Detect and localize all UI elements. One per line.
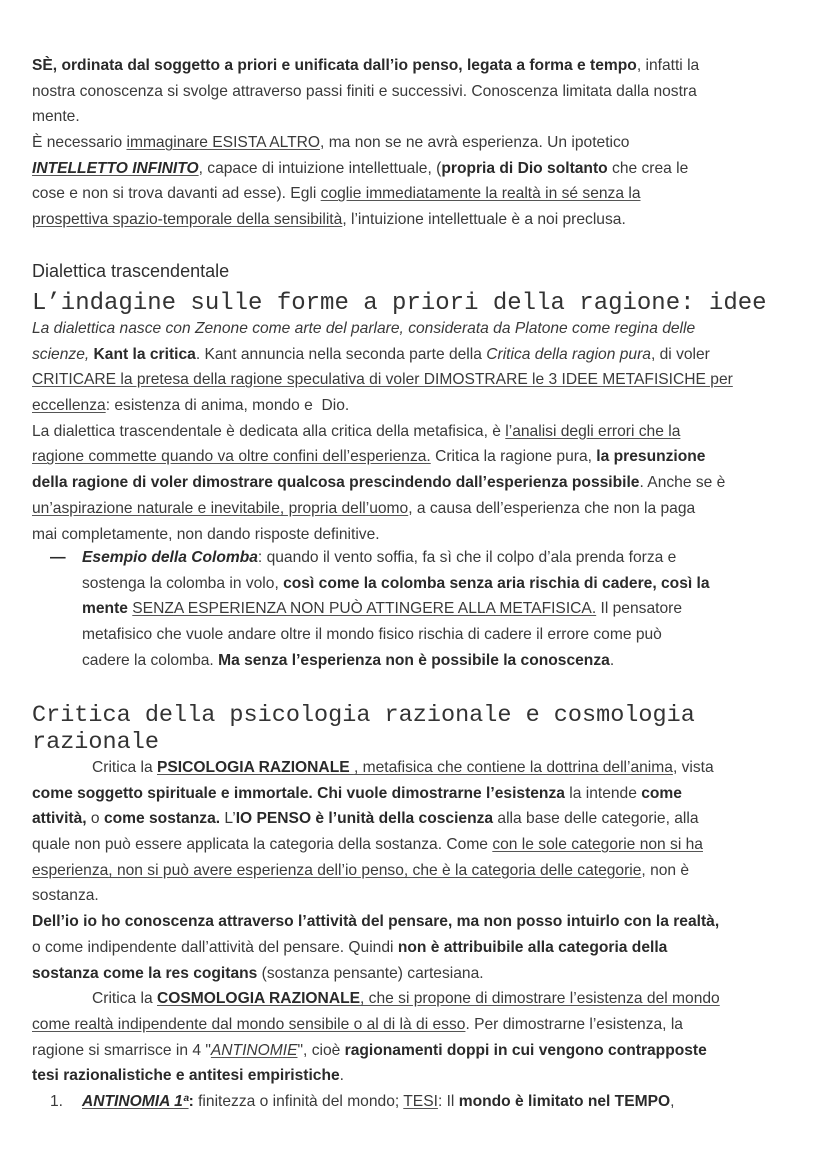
bold-text: come sostanza. bbox=[103, 810, 221, 828]
text-line bbox=[32, 858, 812, 884]
text-line bbox=[32, 883, 812, 909]
section-subheading: Dialettica trascendentale bbox=[32, 261, 230, 281]
text-run: , l’intuizione intellettuale è a noi preclusa. bbox=[342, 211, 626, 229]
text-run: , a causa dell’esperienza che non la paga bbox=[408, 499, 696, 517]
text-run: : quando il vento soffia, fa sì che il colpo d’ala prenda forza e bbox=[257, 549, 677, 566]
text-run: Critica la bbox=[92, 990, 157, 1008]
bold-text: Esempio della Colomba bbox=[82, 549, 258, 566]
text-line bbox=[32, 522, 812, 548]
italic-text: La dialettica nasce con Zenone come arte del parlare, considerata da Platone come regina delle bbox=[32, 320, 696, 337]
text-line bbox=[32, 986, 812, 1012]
text-run: ragione si smarrisce in 4 " bbox=[32, 1041, 211, 1059]
underlined-text: prospettiva spazio-temporale della sensibilità bbox=[32, 211, 343, 229]
text-line bbox=[32, 781, 812, 807]
text-run: , di voler bbox=[650, 345, 710, 363]
bold-text: Ma senza l’esperienza non è possibile la conoscenza bbox=[218, 651, 610, 669]
text-run: Critica la ragione pura, bbox=[430, 448, 597, 466]
text-line bbox=[32, 935, 812, 961]
text-run: , capace di intuizione intellettuale, ( bbox=[198, 159, 442, 177]
underlined-text: eccellenza bbox=[32, 397, 106, 415]
underlined-text: ANTINOMIE bbox=[210, 1041, 298, 1059]
text-run: L’ bbox=[220, 810, 236, 828]
text-line bbox=[32, 496, 812, 522]
heading-indagine-forme: L’indagine sulle forme a priori della ragione: idee bbox=[32, 290, 767, 317]
paragraph-dialettica bbox=[32, 316, 812, 547]
bold-text: sostanza come la res cogitans bbox=[32, 964, 258, 982]
underlined-text: l’analisi degli errori che la bbox=[505, 422, 681, 440]
bold-text: IO PENSO è l’unità della coscienza bbox=[235, 810, 494, 828]
numbered-list-antinomie bbox=[50, 1089, 822, 1115]
underlined-text: SENZA ESPERIENZA NON PUÒ ATTINGERE ALLA METAFISICA. bbox=[132, 600, 597, 618]
text-run: . bbox=[339, 1067, 345, 1085]
bold-text: come soggetto spirituale e immortale. Chi vuole dimostrarne l’esistenza bbox=[32, 784, 565, 802]
text-line bbox=[32, 1063, 812, 1089]
underlined-text: TESI bbox=[403, 1093, 438, 1110]
text-run: mai completamente, non dando risposte definitive. bbox=[32, 525, 380, 543]
underlined-text: un’aspirazione naturale e inevitabile, propria dell’uomo bbox=[32, 499, 409, 517]
underlined-text: con le sole categorie non si ha bbox=[492, 836, 703, 854]
bold-text: non è attribuibile alla categoria della bbox=[397, 938, 668, 956]
text-run: Il pensatore bbox=[596, 600, 682, 618]
underlined-text: ragione commette quando va oltre confini dell’esperienza. bbox=[32, 448, 431, 466]
underlined-text: come realtà indipendente dal mondo sensibile o al di là di esso bbox=[32, 1015, 466, 1033]
underlined-text: , che si propone di dimostrare l’esistenza del mondo bbox=[360, 990, 720, 1008]
text-run: che crea le bbox=[607, 159, 689, 177]
text-run: , vista bbox=[672, 759, 714, 776]
text-run: quale non può essere applicata la categoria della sostanza. Come bbox=[32, 836, 493, 854]
text-run: nostra conoscenza si svolge attraverso passi finiti e successivi. Conoscenza limitata dalla nostra bbox=[32, 82, 697, 100]
underlined-text: ANTINOMIA 1ª bbox=[82, 1093, 189, 1110]
italic-text: scienze, bbox=[32, 345, 94, 363]
bold-text: mondo è limitato nel TEMPO bbox=[458, 1093, 671, 1110]
text-run: o come indipendente dall’attività del pensare. Quindi bbox=[32, 938, 398, 956]
text-run: alla base delle categorie, alla bbox=[493, 810, 699, 828]
text-run: La dialettica trascendentale è dedicata alla critica della metafisica, è bbox=[32, 422, 506, 440]
text-line bbox=[32, 342, 812, 368]
heading-critica-psicologia bbox=[32, 702, 695, 756]
text-line bbox=[32, 181, 812, 207]
italic-text: Critica della ragion pura bbox=[486, 345, 651, 363]
bold-text: propria di Dio soltanto bbox=[441, 159, 608, 177]
text-run: , infatti la bbox=[636, 57, 700, 74]
bold-text: così come la colomba senza aria rischia di cadere, così la bbox=[283, 574, 710, 592]
bold-text: tesi razionalistiche e antitesi empiristiche bbox=[32, 1067, 340, 1085]
text-run: o bbox=[86, 810, 104, 828]
underlined-text: immaginare ESISTA ALTRO bbox=[126, 134, 321, 152]
text-line bbox=[32, 755, 812, 781]
text-line bbox=[82, 648, 822, 674]
underlined-text: COSMOLOGIA RAZIONALE bbox=[157, 990, 361, 1008]
text-run: cose e non si trova davanti ad esse). Egli bbox=[32, 185, 321, 203]
text-run: (sostanza pensante) cartesiana. bbox=[257, 964, 484, 982]
text-line bbox=[32, 806, 812, 832]
text-line bbox=[32, 444, 812, 470]
text-line bbox=[82, 622, 822, 648]
text-line bbox=[32, 832, 812, 858]
text-line bbox=[82, 571, 822, 597]
bold-text: SÈ, ordinata dal soggetto a priori e unificata dall’io penso, legata a forma e tempo bbox=[32, 57, 637, 74]
underlined-text: esperienza, non si può avere esperienza dell’io penso, che è la categoria delle categorie bbox=[32, 861, 642, 879]
underlined-text: , metafisica che contiene la dottrina dell’anima bbox=[353, 759, 673, 776]
text-line bbox=[32, 1038, 812, 1064]
text-run: . bbox=[609, 651, 615, 669]
bold-text: mente bbox=[82, 600, 128, 618]
text-line bbox=[32, 470, 812, 496]
text-run: finitezza o infinità del mondo; bbox=[193, 1093, 404, 1110]
text-run: : Il bbox=[437, 1093, 459, 1110]
text-line bbox=[32, 1012, 812, 1038]
text-run: metafisico che vuole andare oltre il mondo fisico rischia di cadere il errore come può bbox=[82, 626, 662, 644]
text-line bbox=[32, 156, 812, 182]
heading-line: Critica della psicologia razionale e cosmologia bbox=[32, 702, 695, 729]
text-run: la intende bbox=[564, 784, 642, 802]
text-line bbox=[32, 393, 812, 419]
text-line bbox=[32, 419, 812, 445]
bold-text: Dell’io io ho conoscenza attraverso l’attività del pensare, ma non posso intuirlo con la realtà, bbox=[32, 913, 720, 931]
bold-text: ragionamenti doppi in cui vengono contrapposte bbox=[344, 1041, 707, 1059]
bold-text: della ragione di voler dimostrare qualcosa prescindendo dall’esperienza possibile bbox=[32, 474, 640, 492]
text-run: , non è bbox=[641, 861, 690, 879]
text-run: . Anche se è bbox=[639, 474, 726, 492]
text-line bbox=[32, 130, 812, 156]
text-line bbox=[50, 1089, 822, 1115]
bold-text: attività, bbox=[32, 810, 87, 828]
text-run: Critica la bbox=[92, 759, 157, 776]
bullet-list-colomba bbox=[50, 545, 822, 673]
underlined-text: CRITICARE la pretesa della ragione speculativa di voler DIMOSTRARE le 3 IDEE METAFISICHE per bbox=[32, 371, 733, 389]
text-run: . Kant annuncia nella seconda parte della bbox=[195, 345, 487, 363]
bold-text: come bbox=[641, 784, 682, 802]
underlined-text: coglie immediatamente la realtà in sé senza la bbox=[320, 185, 641, 203]
text-run: : esistenza di anima, mondo e Dio. bbox=[105, 397, 350, 415]
text-line bbox=[50, 545, 822, 571]
text-line bbox=[32, 104, 812, 130]
text-run: ", cioè bbox=[297, 1041, 345, 1059]
text-run: cadere la colomba. bbox=[82, 651, 219, 669]
text-line bbox=[32, 79, 812, 105]
paragraph-intelletto-infinito bbox=[32, 53, 812, 233]
text-line bbox=[82, 596, 822, 622]
bold-text: la presunzione bbox=[596, 448, 706, 466]
heading-line: razionale bbox=[32, 729, 159, 756]
text-run: È necessario bbox=[32, 134, 127, 152]
text-run: sostanza. bbox=[32, 887, 99, 905]
bullet-dash-marker: — bbox=[50, 549, 66, 566]
text-run: , ma non se ne avrà esperienza. Un ipotetico bbox=[320, 134, 630, 152]
list-number-marker: 1. bbox=[50, 1093, 64, 1110]
text-run: . Per dimostrarne l’esistenza, la bbox=[465, 1015, 683, 1033]
text-run: , bbox=[670, 1093, 675, 1110]
text-line bbox=[32, 53, 812, 79]
underlined-text: INTELLETTO INFINITO bbox=[32, 159, 199, 177]
text-line bbox=[32, 909, 812, 935]
text-line bbox=[32, 316, 812, 342]
text-line bbox=[32, 207, 812, 233]
bold-text: Kant la critica bbox=[93, 345, 196, 363]
text-line bbox=[32, 367, 812, 393]
text-run: mente. bbox=[32, 108, 80, 126]
paragraph-psicologia-cosmologia bbox=[32, 755, 812, 1089]
text-run: sostenga la colomba in volo, bbox=[82, 574, 284, 592]
bold-text: : bbox=[188, 1093, 194, 1110]
text-line bbox=[32, 961, 812, 987]
underlined-text: PSICOLOGIA RAZIONALE bbox=[157, 759, 354, 776]
